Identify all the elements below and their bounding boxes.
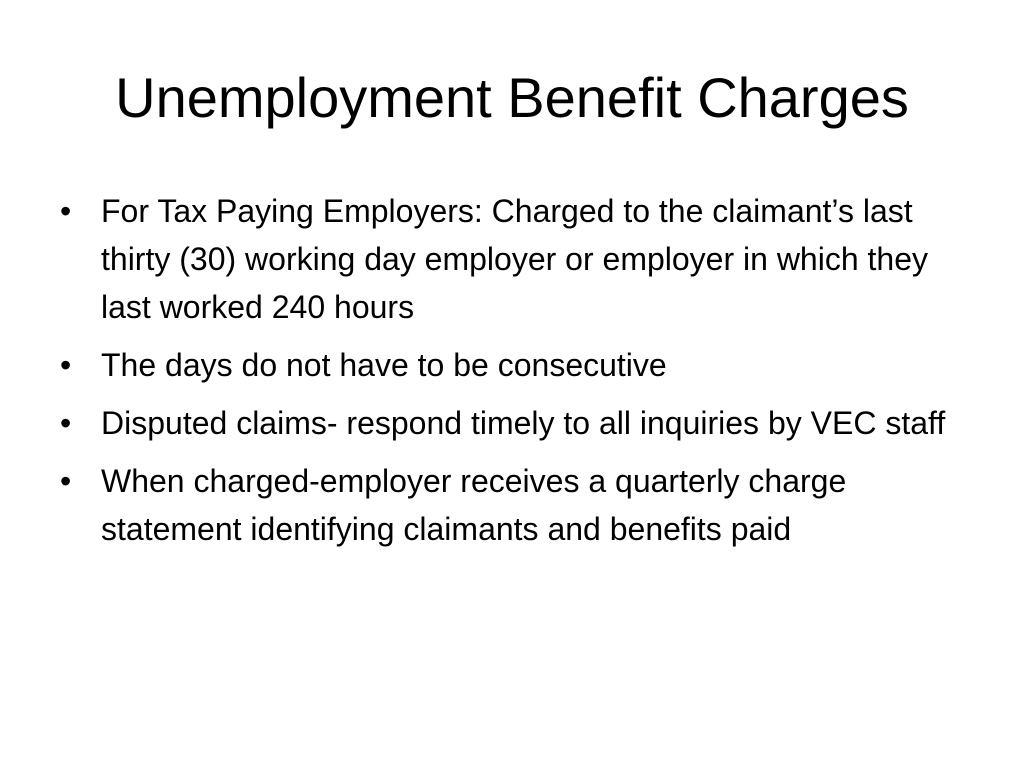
bullet-text: • Disputed claims- respond timely to all inquiries by VEC staff xyxy=(101,405,946,441)
bullet-item xyxy=(60,399,970,447)
bullet-item xyxy=(60,457,970,553)
bullet-item xyxy=(60,187,970,331)
bullet-text: • The days do not have to be consecutive xyxy=(101,347,667,383)
bullet-text: • For Tax Paying Employers: Charged to the claimant’s last thirty (30) working day employer or employer in which they last worked 240 hours xyxy=(101,193,928,325)
bullet-text: • When charged-employer receives a quarterly charge statement identifying claimants and benefits paid xyxy=(101,463,847,547)
slide-title: Unemployment Benefit Charges xyxy=(115,66,909,129)
bullet-list xyxy=(60,187,970,563)
bullet-item xyxy=(60,341,970,389)
